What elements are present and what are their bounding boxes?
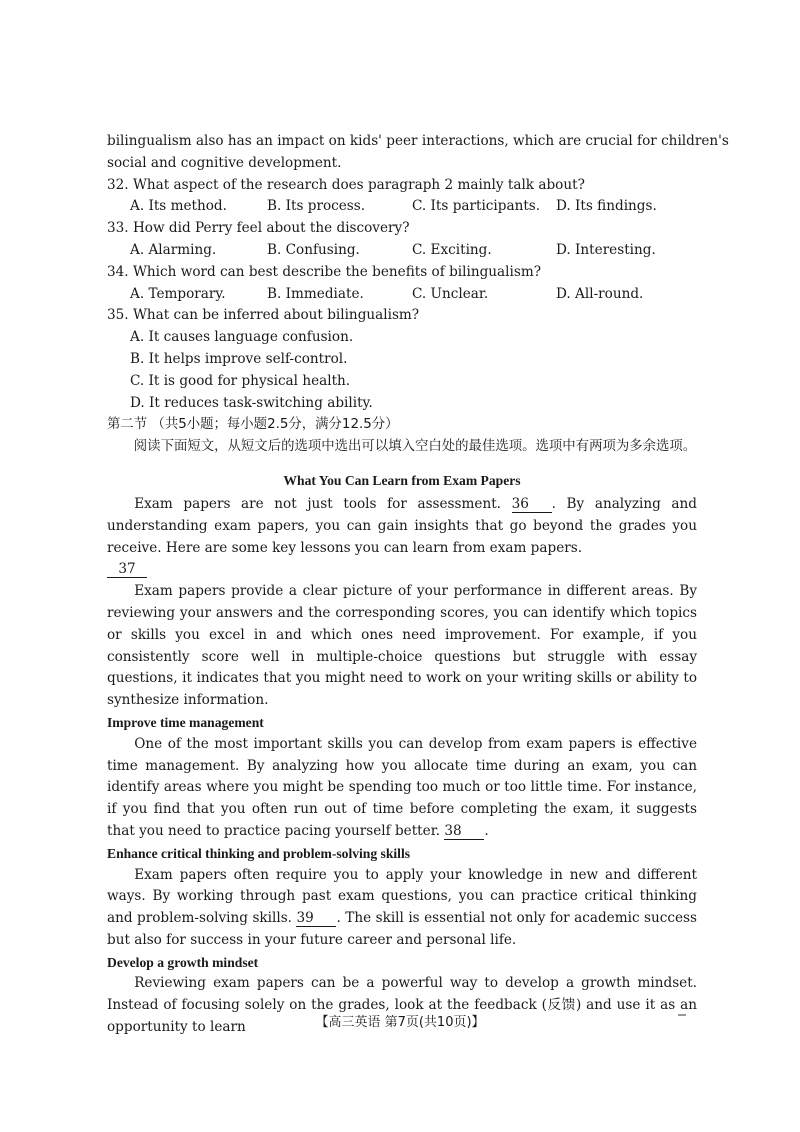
question-stem: 32. What aspect of the research does paragraph 2 mainly talk about? xyxy=(107,176,585,193)
option-row xyxy=(107,196,697,218)
section-heading-time-management: Improve time management xyxy=(107,714,264,730)
section-2-instruction: 阅读下面短文，从短文后的选项中选出可以填入空白处的最佳选项。选项中有两项为多余选项。 xyxy=(133,439,697,455)
option-a: A. It causes language confusion. xyxy=(130,329,354,346)
option-d: D. Its findings. xyxy=(556,198,657,215)
page-content xyxy=(107,131,729,1039)
section-heading-critical-thinking: Enhance critical thinking and problem-solving skills xyxy=(107,845,411,861)
option-d: D. Interesting. xyxy=(556,241,656,258)
option-c: C. Its participants. xyxy=(412,198,541,215)
blank-38: 38 xyxy=(444,823,484,840)
question-stem: 33. How did Perry feel about the discovery? xyxy=(107,220,410,237)
paragraph-text: Exam papers often require you to apply your knowledge in new and different ways. By working through past exam questions, you can practice critical thinking and problem-solving skills. xyxy=(107,866,697,927)
question-32 xyxy=(107,175,697,219)
blank-36: 36 xyxy=(512,496,552,513)
question-stem: 34. Which word can best describe the benefits of bilingualism? xyxy=(107,263,541,280)
blank-37: 37 xyxy=(107,561,147,578)
paragraph-text: One of the most important skills you can develop from exam papers is effective time management. By analyzing how you allocate time during an exam, you can identify areas where you might be spending too much or too little time. For instance, if you find that you often run out of time before completing the exam, it suggests that you need to practice pacing yourself better. xyxy=(107,735,697,839)
paragraph-text: . xyxy=(484,822,489,839)
option-a: A. Its method. xyxy=(130,198,227,215)
page-footer: 【高三英语 第7页(共10页)】 xyxy=(315,1015,485,1030)
option-row xyxy=(107,284,697,306)
option-b: B. It helps improve self-control. xyxy=(130,350,348,367)
section-heading-growth-mindset: Develop a growth mindset xyxy=(107,954,259,970)
question-34 xyxy=(107,262,697,306)
option-b: B. Immediate. xyxy=(267,285,364,302)
footer-dash-mark xyxy=(678,1014,686,1016)
intro-line-2: social and cognitive development. xyxy=(107,154,342,171)
passage-paragraph-2: Exam papers provide a clear picture of your performance in different areas. By reviewing your answers and the corresponding scores, you can identify which topics or skills you excel in and which ones need improvement. For example, if you consistently score well in multiple-choice questions but struggle with essay questions, it indicates that you might need to work on your writing skills or ability to synthesize information. xyxy=(107,583,697,709)
passage-paragraph-4 xyxy=(107,865,697,952)
passage-paragraph-1 xyxy=(107,494,697,559)
section-2-header: 第二节 （共5小题；每小题2.5分，满分12.5分） xyxy=(107,417,399,433)
option-row xyxy=(107,240,697,262)
option-d: D. All-round. xyxy=(556,285,644,302)
option-d: D. It reduces task-switching ability. xyxy=(130,394,373,411)
passage-paragraph-3 xyxy=(107,734,697,843)
paragraph-text: Exam papers are not just tools for assessment. xyxy=(134,495,512,512)
question-stem: 35. What can be inferred about bilingualism? xyxy=(107,307,420,324)
option-a: A. Alarming. xyxy=(130,241,217,258)
passage-paragraph-5: Reviewing exam papers can be a powerful way to develop a growth mindset. Instead of focusing solely on the grades, look at the feedback (反馈) and use it as an opportunity to learn xyxy=(107,975,697,1036)
option-c: C. Unclear. xyxy=(412,285,489,302)
option-c: C. Exciting. xyxy=(412,241,492,258)
passage-title: What You Can Learn from Exam Papers xyxy=(283,472,521,488)
option-b: B. Confusing. xyxy=(267,241,360,258)
blank-39: 39 xyxy=(296,910,336,927)
question-33 xyxy=(107,218,697,262)
option-b: B. Its process. xyxy=(267,198,366,215)
option-a: A. Temporary. xyxy=(130,285,226,302)
intro-line-1: bilingualism also has an impact on kids' peer interactions, which are crucial for children's xyxy=(107,133,729,149)
paragraph-text: . By analyzing and understanding exam papers, you can gain insights that go beyond the grades you receive. Here are some key lessons you can learn from exam papers. xyxy=(107,495,697,556)
option-c: C. It is good for physical health. xyxy=(130,372,351,389)
question-35 xyxy=(107,305,697,414)
blank-37-line xyxy=(107,559,697,581)
paragraph-text: . The skill is essential not only for academic success but also for success in your future career and personal life. xyxy=(107,910,697,948)
